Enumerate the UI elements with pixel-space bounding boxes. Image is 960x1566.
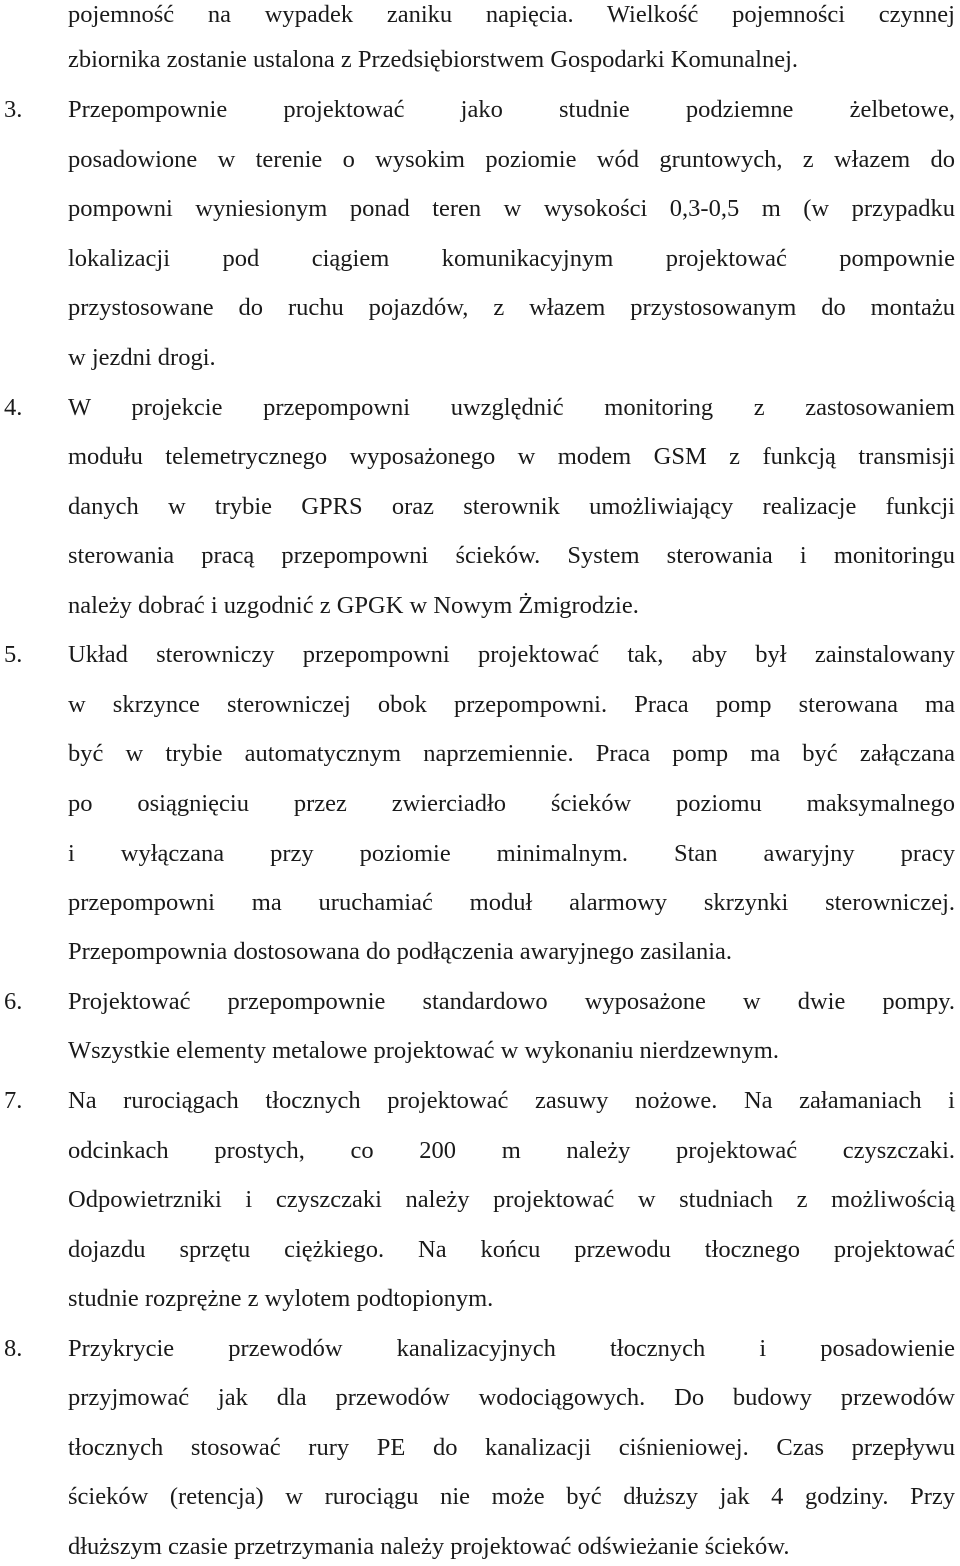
- item-5-line: Układ sterowniczy przepompowni projektować tak, aby był zainstalowany: [68, 641, 955, 668]
- item-3-line: posadowione w terenie o wysokim poziomie wód gruntowych, z włazem do: [68, 146, 955, 173]
- item-3-line: pompowni wyniesionym ponad teren w wysokości 0,3-0,5 m (w przypadku: [68, 195, 955, 222]
- item-5-line: Przepompownia dostosowana do podłączenia awaryjnego zasilania.: [68, 938, 733, 965]
- item-5-line: przepompowni ma uruchamiać moduł alarmowy skrzynki sterowniczej.: [68, 889, 955, 916]
- item-4-line: sterowania pracą przepompowni ścieków. System sterowania i monitoringu: [68, 542, 955, 569]
- item-8-line: przyjmować jak dla przewodów wodociągowych. Do budowy przewodów: [68, 1384, 955, 1411]
- item-7-line: studnie rozprężne z wylotem podtopionym.: [68, 1285, 494, 1312]
- item-number-5: 5.: [4, 641, 23, 668]
- item-5-line: w skrzynce sterowniczej obok przepompowni. Praca pomp sterowana ma: [68, 691, 955, 718]
- item-7-line: Odpowietrzniki i czyszczaki należy projektować w studniach z możliwością: [68, 1186, 955, 1213]
- item-3-line: Przepompownie projektować jako studnie podziemne żelbetowe,: [68, 96, 955, 123]
- item-3-line: w jezdni drogi.: [68, 344, 216, 371]
- item-8-line: Przykrycie przewodów kanalizacyjnych tłocznych i posadowienie: [68, 1335, 955, 1362]
- item-8-line: tłocznych stosować rury PE do kanalizacji ciśnieniowej. Czas przepływu: [68, 1434, 955, 1461]
- item-6-line: Projektować przepompownie standardowo wyposażone w dwie pompy.: [68, 988, 955, 1015]
- item-5-line: i wyłączana przy poziomie minimalnym. Stan awaryjny pracy: [68, 840, 955, 867]
- intro-line: pojemność na wypadek zaniku napięcia. Wielkość pojemności czynnej: [68, 1, 955, 28]
- item-5-line: po osiągnięciu przez zwierciadło ścieków poziomu maksymalnego: [68, 790, 955, 817]
- item-number-7: 7.: [4, 1087, 23, 1114]
- item-7-line: dojazdu sprzętu ciężkiego. Na końcu przewodu tłocznego projektować: [68, 1236, 955, 1263]
- item-number-8: 8.: [4, 1335, 23, 1362]
- item-7-line: Na rurociągach tłocznych projektować zasuwy nożowe. Na załamaniach i: [68, 1087, 955, 1114]
- item-3-line: lokalizacji pod ciągiem komunikacyjnym projektować pompownie: [68, 245, 955, 272]
- item-4-line: należy dobrać i uzgodnić z GPGK w Nowym Żmigrodzie.: [68, 592, 639, 619]
- item-8-line: dłuższym czasie przetrzymania należy projektować odświeżanie ścieków.: [68, 1533, 790, 1560]
- item-3-line: przystosowane do ruchu pojazdów, z włazem przystosowanym do montażu: [68, 294, 955, 321]
- item-4-line: W projekcie przepompowni uwzględnić monitoring z zastosowaniem: [68, 394, 955, 421]
- item-6-line: Wszystkie elementy metalowe projektować w wykonaniu nierdzewnym.: [68, 1037, 779, 1064]
- item-7-line: odcinkach prostych, co 200 m należy projektować czyszczaki.: [68, 1137, 955, 1164]
- item-number-3: 3.: [4, 96, 23, 123]
- intro-line: zbiornika zostanie ustalona z Przedsiębiorstwem Gospodarki Komunalnej.: [68, 46, 799, 73]
- item-number-6: 6.: [4, 988, 23, 1015]
- item-4-line: modułu telemetrycznego wyposażonego w modem GSM z funkcją transmisji: [68, 443, 955, 470]
- item-5-line: być w trybie automatycznym naprzemiennie. Praca pomp ma być załączana: [68, 740, 955, 767]
- item-number-4: 4.: [4, 394, 23, 421]
- item-4-line: danych w trybie GPRS oraz sterownik umożliwiający realizacje funkcji: [68, 493, 955, 520]
- item-8-line: ścieków (retencja) w rurociągu nie może być dłuższy jak 4 godziny. Przy: [68, 1483, 955, 1510]
